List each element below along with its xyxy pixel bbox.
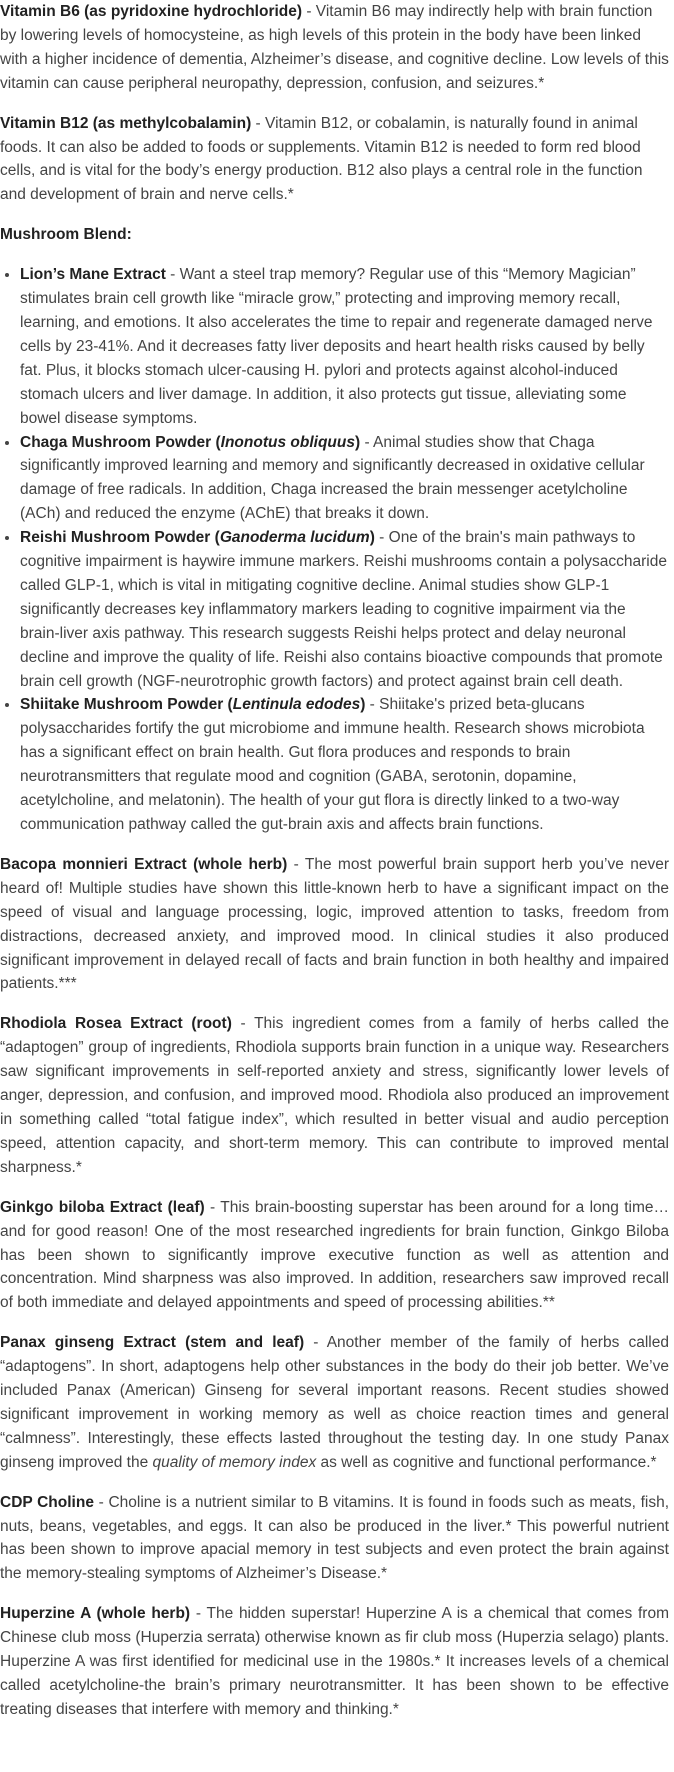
paragraph-rhodiola bbox=[0, 1012, 669, 1179]
ingredient-description: - Vitamin B12, or cobalamin, is naturally found in animal foods. It can also be added to foods or supplements. Vitamin B12 is needed to form red blood cells, and is vital for the body’s energy production. B12 also plays a central role in the function and development of brain and nerve cells.* bbox=[0, 114, 643, 204]
ingredient-description: - Animal studies show that Chaga significantly improved learning and memory and significantly decreased in oxidative cellular damage of free radicals. In addition, Chaga increased the brain messenger acetylcholine (ACh) and reduced the enzyme (AChE) that breaks it down. bbox=[20, 433, 645, 523]
paragraph-huperzine bbox=[0, 1602, 669, 1722]
ingredient-description: - This brain-boosting superstar has been around for a long time…and for good reason! One of the most researched ingredients for brain function, Ginkgo Biloba has been shown to significantly improve executive function as well as attention and concentration. Mind sharpness was also improved. In addition, researchers saw improved recall of both immediate and delayed appointments and speed of processing abilities.** bbox=[0, 1198, 670, 1312]
latin-name: Inonotus obliquus bbox=[220, 433, 355, 451]
list-item-reishi bbox=[20, 526, 669, 693]
ingredient-title: Panax ginseng Extract (stem and leaf) bbox=[0, 1334, 305, 1352]
ingredient-description: - Want a steel trap memory? Regular use of this “Memory Magician” stimulates brain cell growth like “miracle grow,” protecting and improving memory recall, learning, and emotions. It also accelerates the time to repair and regenerate damaged nerve cells by 23-41%. And it decreases fatty liver deposits and heart health risks caused by belly fat. Plus, it blocks stomach ulcer-causing H. pylori and protects against alcohol-induced stomach ulcers and liver damage. In addition, it also protects gut tissue, alleviating some bowel disease symptoms. bbox=[20, 266, 653, 427]
ingredient-description: - This ingredient comes from a family of herbs called the “adaptogen” group of ingredients, Rhodiola supports brain function in a unique way. Researchers saw significant improvements in self-reported anxiety and stress, significantly lower levels of anger, depression, and confusion, and improved mood. Rhodiola also produced an improvement in something called “total fatigue index”, which resulted in better visual and audio perception speed, attention capacity, and short-term memory. This can contribute to improved mental sharpness.* bbox=[0, 1015, 670, 1176]
ingredient-description: - Choline is a nutrient similar to B vitamins. It is found in foods such as meats, fish, nuts, beans, vegetables, and eggs. It can also be produced in the liver.* This powerful nutrient has been shown to improve apacial memory in test subjects and even protect the brain against the memory-stealing symptoms of Alzheimer’s Disease.* bbox=[0, 1493, 669, 1583]
ingredient-title: CDP Choline bbox=[0, 1493, 94, 1511]
list-item-chaga bbox=[20, 431, 669, 527]
list-item-lions-mane bbox=[20, 263, 669, 430]
ingredient-title: Huperzine A (whole herb) bbox=[0, 1605, 191, 1623]
ingredient-description: - Vitamin B6 may indirectly help with brain function by lowering levels of homocysteine, as high levels of this protein in the body have been linked with a higher incidence of dementia, Alzheimer’s disease, and cognitive decline. Low levels of this vitamin can cause peripheral neuropathy, depression, confusion, and seizures.* bbox=[0, 3, 669, 92]
paragraph-cdp-choline bbox=[0, 1491, 669, 1587]
latin-name: Ganoderma lucidum bbox=[219, 529, 370, 547]
ingredient-title: Lion’s Mane Extract bbox=[20, 266, 166, 284]
paragraph-ginkgo bbox=[0, 1196, 669, 1316]
ingredient-description: - The most powerful brain support herb you’ve never heard of! Multiple studies have shown this little-known herb to have a significant impact on the speed of visual and language processing, logic, improved attention to tasks, freedom from distractions, decreased anxiety, and improved mood. In clinical studies it also produced significant improvement in delayed recall of facts and brain function in both healthy and impaired patients.*** bbox=[0, 855, 669, 993]
ingredient-description: - One of the brain's main pathways to cognitive impairment is haywire immune markers. Reishi mushrooms contain a polysaccharide called GLP-1, which is vital in mitigating cognitive decline. Animal studies show GLP-1 significantly decreases key inflammatory markers leading to cognitive impairment via the brain-liver axis pathway. This research suggests Reishi helps protect and delay neuronal decline and improve the quality of life. Reishi also contains bioactive compounds that promote brain cell growth (NGF-neurotrophic growth factors) and protect against brain cell death. bbox=[20, 529, 667, 690]
ingredient-title: Bacopa monnieri Extract (whole herb) bbox=[0, 855, 288, 873]
emphasis-text: quality of memory index bbox=[152, 1453, 317, 1471]
ingredient-description: - The hidden superstar! Huperzine A is a chemical that comes from Chinese club moss (Huperzia serrata) otherwise known as fir club moss (Huperzia selago) plants. Huperzine A was first identified for medicinal use in the 1980s.* It increases levels of a chemical called acetylcholine-the brain’s primary neurotransmitter. It has been shown to be effective treating diseases that interfere with memory and thinking.* bbox=[0, 1605, 669, 1718]
mushroom-blend-heading: Mushroom Blend: bbox=[0, 226, 132, 244]
ingredient-title: Vitamin B6 (as pyridoxine hydrochloride) bbox=[0, 3, 303, 20]
ingredient-title: Ginkgo biloba Extract (leaf) bbox=[0, 1198, 205, 1216]
ingredient-title bbox=[20, 696, 365, 713]
title-prefix: Chaga Mushroom Powder ( bbox=[20, 433, 221, 451]
title-suffix: ) bbox=[354, 433, 361, 451]
paragraph-bacopa bbox=[0, 853, 669, 996]
ingredient-description: - Another member of the family of herbs called “adaptogens”. In short, adaptogens help other substances in the body do their job better. We’ve included Panax (American) Ginseng for several important reasons. Recent studies showed significant improvement in working memory as well as choice reaction times and general “calmness”. Interestingly, these effects lasted throughout the testing day. In one study Panax ginseng improved the bbox=[0, 1334, 669, 1471]
title-suffix: ) bbox=[360, 696, 366, 714]
latin-name: Lentinula edodes bbox=[232, 696, 361, 714]
title-prefix: Reishi Mushroom Powder ( bbox=[20, 529, 220, 547]
paragraph-panax bbox=[0, 1331, 669, 1474]
list-item-shiitake bbox=[20, 693, 669, 836]
title-prefix: Shiitake Mushroom Powder ( bbox=[20, 696, 233, 714]
ingredient-description: - Shiitake's prized beta-glucans polysaccharides fortify the gut microbiome and immune health. Research shows microbiota has a significant effect on brain health. Gut flora produces and responds to brain neurotransmitters that regulate mood and cognition (GABA, serotonin, dopamine, acetylcholine, and melatonin). The health of your gut flora is directly linked to a two-way communication pathway called the gut-brain axis and affects brain functions. bbox=[20, 696, 645, 833]
ingredient-title: Vitamin B12 (as methylcobalamin) bbox=[0, 114, 252, 132]
paragraph-vitamin-b6 bbox=[0, 0, 669, 96]
ingredient-title: Rhodiola Rosea Extract (root) bbox=[0, 1015, 232, 1033]
title-suffix: ) bbox=[369, 529, 375, 547]
ingredient-description-end: as well as cognitive and functional performance.* bbox=[316, 1453, 657, 1471]
paragraph-vitamin-b12 bbox=[0, 112, 669, 208]
mushroom-list bbox=[0, 263, 669, 837]
ingredient-title bbox=[20, 434, 360, 451]
ingredient-title bbox=[20, 529, 375, 546]
